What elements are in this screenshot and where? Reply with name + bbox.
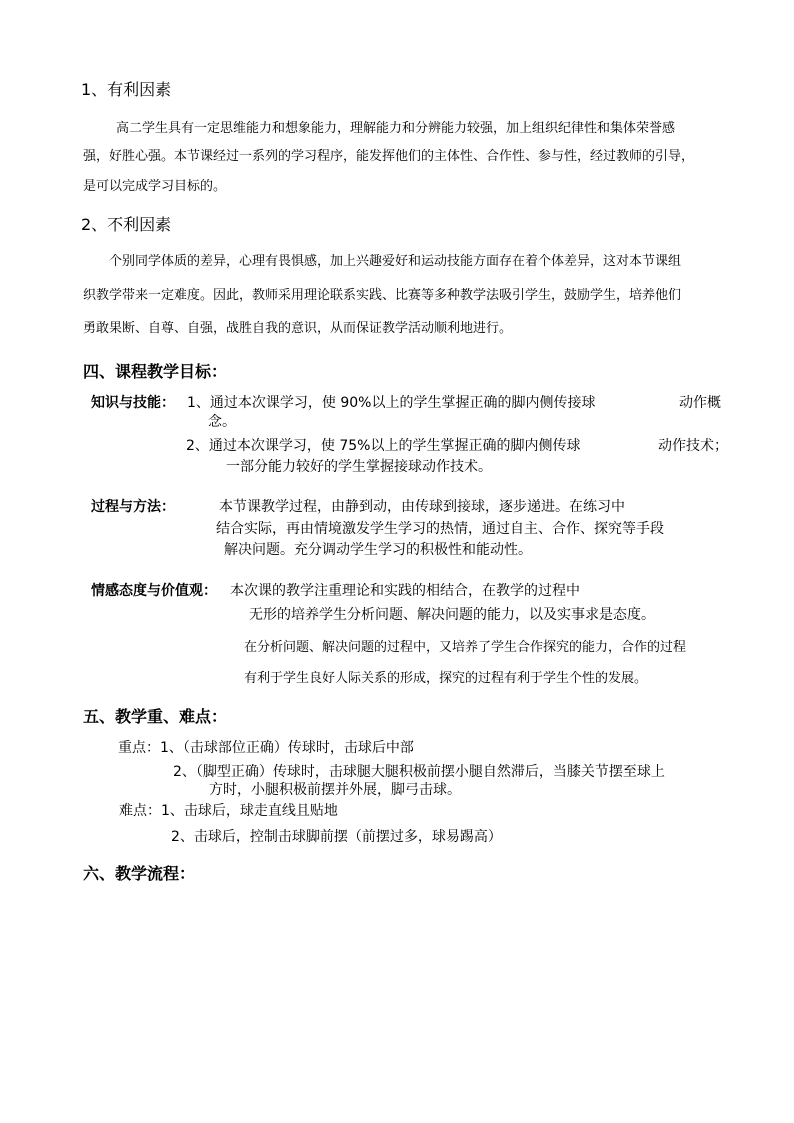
section-heading-unfavorable-factors: 2、不利因素 <box>81 215 172 234</box>
section-heading-teaching-flow: 六、教学流程： <box>83 864 196 883</box>
paragraph-line: 勇敢果断、自尊、自强，战胜自我的意识，从而保证教学活动顺利地进行。 <box>83 321 513 336</box>
paragraph-line: 个别同学体质的差异，心理有畏惧感，加上兴趣爱好和运动技能方面存在着个体差异，这对本节课组 <box>109 254 682 269</box>
knowledge-item-2-wrap: 一部分能力较好的学生掌握接球动作技术。 <box>226 459 492 475</box>
process-methods-label: 过程与方法： <box>91 499 175 515</box>
paragraph-line: 高二学生具有一定思维能力和想象能力，理解能力和分辨能力较强，加上组织纪律性和集体荣誉感 <box>116 121 676 136</box>
difficult-point-1: 难点：1、击球后，球走直线且贴地 <box>119 803 338 819</box>
section-heading-favorable-factors: 1、有利因素 <box>81 80 172 99</box>
knowledge-item-1-cont: 动作概 <box>679 395 721 411</box>
knowledge-skills-label: 知识与技能： <box>91 395 175 411</box>
section-heading-key-difficult-points: 五、教学重、难点： <box>83 707 228 726</box>
key-point-2: 2、（脚型正确）传球时，击球腿大腿积极前摆小腿自然滞后，当膝关节摆至球上 <box>173 764 665 780</box>
process-line: 本节课教学过程，由静到动，由传球到接球，逐步递进。在练习中 <box>219 499 625 515</box>
emotion-line: 本次课的教学注重理论和实践的相结合，在教学的过程中 <box>230 583 580 599</box>
paragraph-line: 织教学带来一定难度。因此，教师采用理论联系实践、比赛等多种教学法吸引学生，鼓励学生，培养他们 <box>83 288 682 303</box>
difficult-point-2: 2、击球后，控制击球脚前摆（前摆过多，球易踢高） <box>171 829 502 845</box>
process-line: 结合实际，再由情境激发学生学习的热情，通过自主、合作、探究等手段 <box>216 521 664 537</box>
key-point-1: 重点：1、（击球部位正确）传球时，击球后中部 <box>118 740 414 756</box>
key-point-2-wrap: 方时，小腿积极前摆并外展，脚弓击球。 <box>209 782 461 798</box>
emotion-line: 无形的培养学生分析问题、解决问题的能力，以及实事求是态度。 <box>249 607 655 623</box>
knowledge-item-2: 2、通过本次课学习，使 75%以上的学生掌握正确的脚内侧传球 <box>186 438 581 454</box>
process-line: 解决问题。充分调动学生学习的积极性和能动性。 <box>224 542 532 558</box>
emotion-line: 有利于学生良好人际关系的形成，探究的过程有利于学生个性的发展。 <box>244 671 648 686</box>
knowledge-item-1-wrap: 念。 <box>208 414 236 430</box>
emotion-line: 在分析问题、解决问题的过程中，又培养了学生合作探究的能力，合作的过程 <box>244 640 687 655</box>
knowledge-item-2-cont: 动作技术； <box>658 438 728 454</box>
section-heading-teaching-objectives: 四、课程教学目标： <box>83 362 228 381</box>
paragraph-line: 强，好胜心强。本节课经过一系列的学习程序，能发挥他们的主体性、合作性、参与性，经过教师的引导， <box>83 149 695 164</box>
paragraph-line: 是可以完成学习目标的。 <box>83 179 227 194</box>
knowledge-item-1: 1、通过本次课学习，使 90%以上的学生掌握正确的脚内侧传接球 <box>187 395 596 411</box>
emotion-values-label: 情感态度与价值观： <box>91 583 217 599</box>
